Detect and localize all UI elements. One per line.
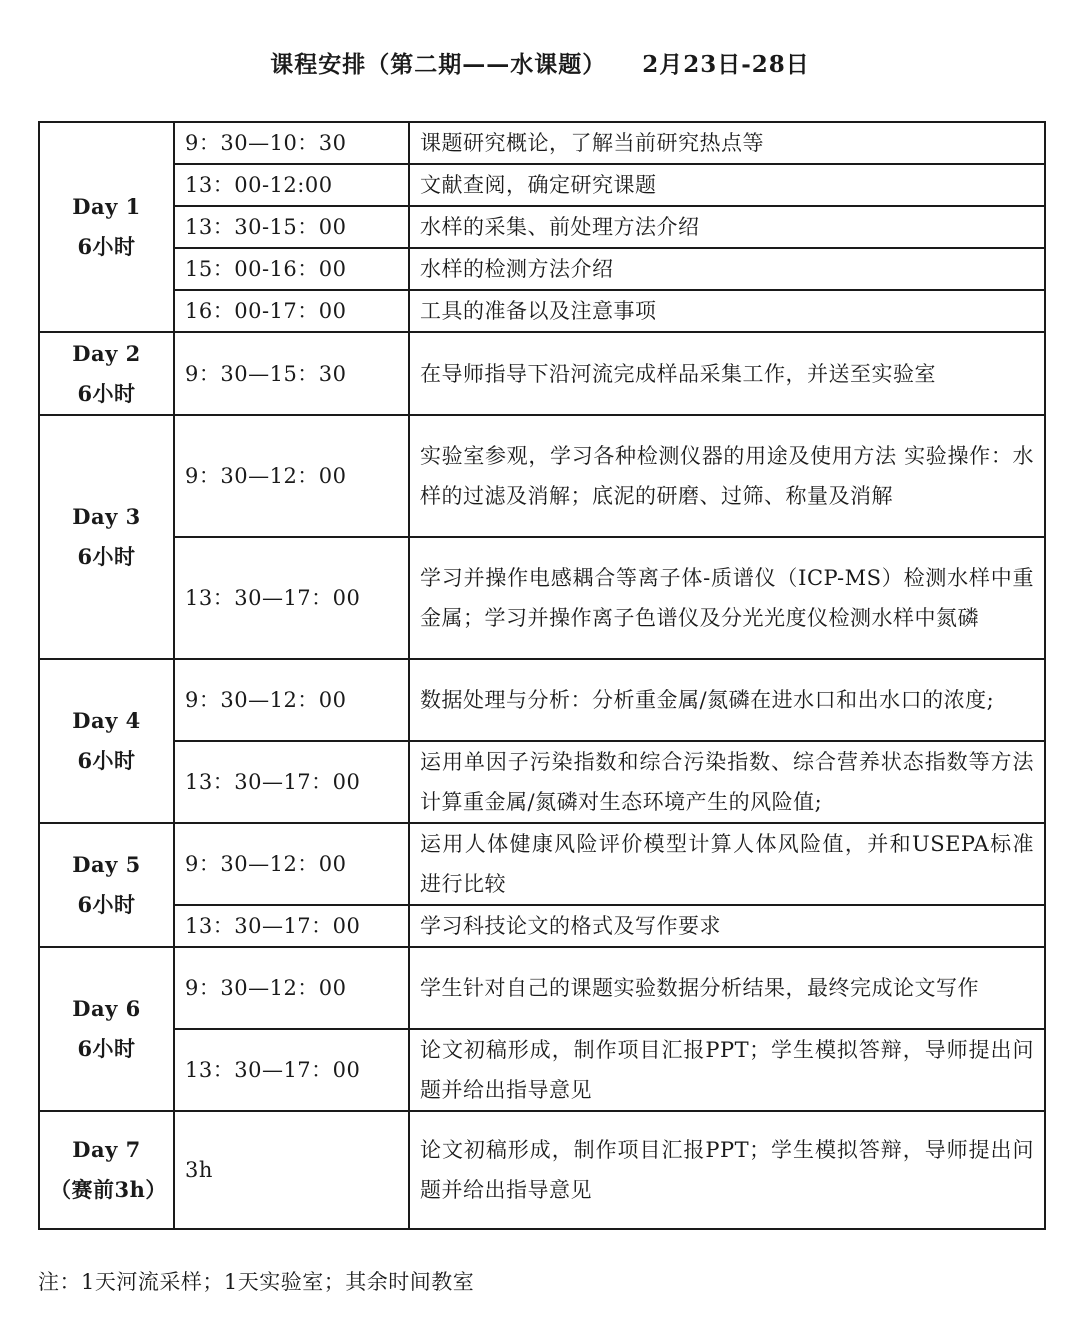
task-cell: 数据处理与分析：分析重金属/氮磷在进水口和出水口的浓度; xyxy=(409,659,1045,741)
table-row xyxy=(39,248,1045,290)
time-cell: 9：30—12：00 xyxy=(174,659,409,741)
table-row xyxy=(39,290,1045,332)
day-label: Day 2 xyxy=(72,340,141,366)
task-cell: 论文初稿形成，制作项目汇报PPT；学生模拟答辩，导师提出问题并给出指导意见 xyxy=(409,1029,1045,1111)
task-cell: 工具的准备以及注意事项 xyxy=(409,290,1045,332)
day-label: Day 4 xyxy=(72,708,141,733)
task-cell: 实验室参观，学习各种检测仪器的用途及使用方法 实验操作：水样的过滤及消解；底泥的研磨、过筛、称量及消解 xyxy=(409,415,1045,537)
time-cell: 13：30—17：00 xyxy=(174,537,409,659)
day-cell xyxy=(39,659,174,823)
day-hours: 6小时 xyxy=(77,234,136,259)
time-cell: 9：30—12：00 xyxy=(174,415,409,537)
table-row xyxy=(39,823,1045,905)
time-cell: 13：00-12:00 xyxy=(174,164,409,206)
day-hours: 6小时 xyxy=(77,1036,136,1061)
table-row xyxy=(39,905,1045,947)
day-label: Day 1 xyxy=(72,194,141,219)
schedule-table xyxy=(38,121,1046,1230)
task-cell: 文献查阅，确定研究课题 xyxy=(409,164,1045,206)
day-cell xyxy=(39,332,174,415)
day-hours: （赛前3h） xyxy=(50,1177,167,1202)
day-hours: 6小时 xyxy=(77,380,136,406)
day-cell xyxy=(39,415,174,659)
day-hours: 6小时 xyxy=(77,892,136,917)
day-cell xyxy=(39,823,174,947)
task-cell: 论文初稿形成，制作项目汇报PPT；学生模拟答辩，导师提出问题并给出指导意见 xyxy=(409,1111,1045,1229)
table-row xyxy=(39,332,1045,415)
time-cell: 13：30-15：00 xyxy=(174,206,409,248)
time-cell: 13：30—17：00 xyxy=(174,1029,409,1111)
footnote: 注：1天河流采样；1天实验室；其余时间教室 xyxy=(38,1270,475,1294)
time-cell: 15：00-16：00 xyxy=(174,248,409,290)
task-cell: 课题研究概论，了解当前研究热点等 xyxy=(409,122,1045,164)
table-row xyxy=(39,415,1045,537)
table-row xyxy=(39,164,1045,206)
table-row xyxy=(39,947,1045,1029)
time-cell: 16：00-17：00 xyxy=(174,290,409,332)
table-row xyxy=(39,741,1045,823)
day-label: Day 7 xyxy=(72,1137,141,1162)
day-cell xyxy=(39,947,174,1111)
table-row xyxy=(39,122,1045,164)
time-cell: 9：30—12：00 xyxy=(174,947,409,1029)
task-cell: 学习并操作电感耦合等离子体-质谱仪（ICP-MS）检测水样中重金属；学习并操作离子色谱仪及分光光度仪检测水样中氮磷 xyxy=(409,537,1045,659)
table-row xyxy=(39,659,1045,741)
task-cell: 学习科技论文的格式及写作要求 xyxy=(409,905,1045,947)
task-cell: 学生针对自己的课题实验数据分析结果，最终完成论文写作 xyxy=(409,947,1045,1029)
time-cell: 3h xyxy=(174,1111,409,1229)
day-label: Day 3 xyxy=(72,504,141,529)
table-row xyxy=(39,537,1045,659)
task-cell: 在导师指导下沿河流完成样品采集工作，并送至实验室 xyxy=(409,332,1045,415)
time-cell: 13：30—17：00 xyxy=(174,741,409,823)
day-label: Day 6 xyxy=(72,996,141,1021)
table-row xyxy=(39,1029,1045,1111)
task-cell: 运用人体健康风险评价模型计算人体风险值，并和USEPA标准进行比较 xyxy=(409,823,1045,905)
page-title: 课程安排（第二期——水课题） 2月23日-28日 xyxy=(270,51,810,78)
time-cell: 9：30—15：30 xyxy=(174,332,409,415)
day-hours: 6小时 xyxy=(77,544,136,569)
time-cell: 9：30—10：30 xyxy=(174,122,409,164)
day-label: Day 5 xyxy=(72,852,141,877)
time-cell: 9：30—12：00 xyxy=(174,823,409,905)
table-row xyxy=(39,1111,1045,1229)
time-cell: 13：30—17：00 xyxy=(174,905,409,947)
day-cell xyxy=(39,1111,174,1229)
task-cell: 水样的检测方法介绍 xyxy=(409,248,1045,290)
day-hours: 6小时 xyxy=(77,748,136,773)
table-row xyxy=(39,206,1045,248)
task-cell: 运用单因子污染指数和综合污染指数、综合营养状态指数等方法计算重金属/氮磷对生态环境产生的风险值; xyxy=(409,741,1045,823)
task-cell: 水样的采集、前处理方法介绍 xyxy=(409,206,1045,248)
day-cell xyxy=(39,122,174,332)
